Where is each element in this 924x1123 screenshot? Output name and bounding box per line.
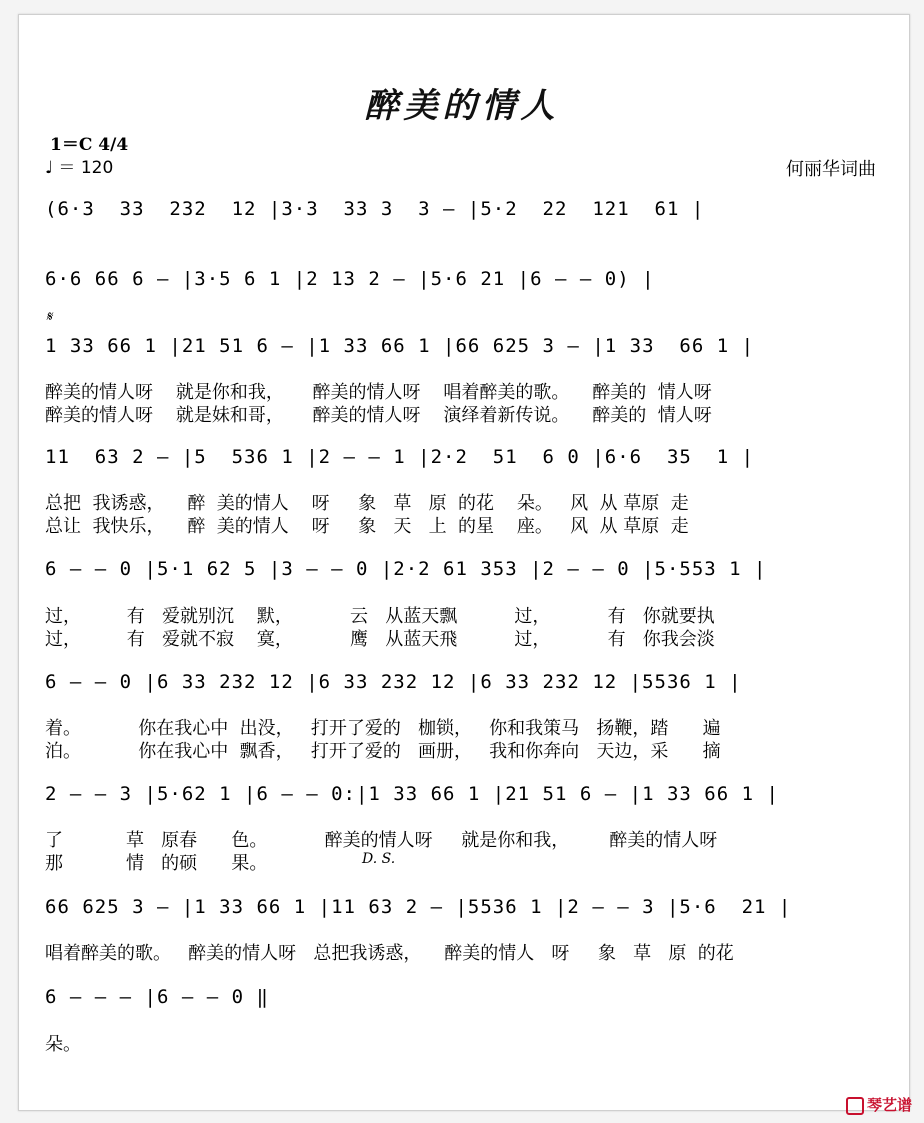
site-logo (846, 1094, 912, 1115)
lyric-line: 总让 我快乐， 醉 美的情人 呀 象 天 上 的星 座。 风 从 草原 走 (45, 516, 689, 537)
segno-sign: 𝄋 (46, 309, 53, 325)
logo-text: 琴艺谱 (866, 1096, 912, 1114)
lyric-line: 过， 有 爱就不寂 寞， 鹰 从蓝天飛 过， 有 你我会淡 (45, 629, 715, 650)
lyric-line: 了 草 原春 色。 醉美的情人呀 就是你和我， 醉美的情人呀 (45, 830, 718, 851)
lyric-line: 那 情 的硕 果。 (45, 853, 268, 874)
notation-line: 1 33 66 1 |21 51 6 — |1 33 66 1 |66 625 3 — |1 33 66 1 | (45, 335, 755, 357)
lyric-line: 醉美的情人呀 就是妹和哥， 醉美的情人呀 演绎着新传说。 醉美的 情人呀 (45, 405, 712, 426)
notation-line: 11 63 2 — |5 536 1 |2 — — 1 |2·2 51 6 0 |6·6 35 1 | (45, 446, 755, 468)
lyric-line: 朵。 (45, 1034, 81, 1055)
notation-line: 6 — — 0 |6 33 232 12 |6 33 232 12 |6 33 232 12 |5536 1 | (45, 671, 742, 693)
song-title: 醉美的情人 (364, 86, 560, 126)
notation-line: 2 — — 3 |5·62 1 |6 — — 0:|1 33 66 1 |21 51 6 — |1 33 66 1 | (45, 783, 779, 805)
notation-line: 6·6 66 6 — |3·5 6 1 |2 13 2 — |5·6 21 |6 — — 0) | (45, 268, 655, 290)
logo-icon (846, 1097, 864, 1115)
tempo-marking: ♩ ＝ 120 (45, 158, 114, 178)
lyric-line: 泊。 你在我心中 飘香， 打开了爱的 画册， 我和你奔向 天边，采 摘 (45, 741, 721, 762)
lyric-line: 着。 你在我心中 出没， 打开了爱的 枷锁， 你和我策马 扬鞭，踏 遍 (45, 718, 721, 739)
composer-credit: 何丽华词曲 (786, 159, 876, 180)
lyric-line: 过， 有 爱就别沉 默， 云 从蓝天飘 过， 有 你就要执 (45, 606, 715, 627)
notation-line: 66 625 3 — |1 33 66 1 |11 63 2 — |5536 1 |2 — — 3 |5·6 21 | (45, 896, 792, 918)
notation-line: (6·3 33 232 12 |3·3 33 3 3 — |5·2 22 121 61 | (45, 198, 705, 220)
notation-line: 6 — — 0 |5·1 62 5 |3 — — 0 |2·2 61 353 |2 — — 0 |5·553 1 | (45, 558, 767, 580)
notation-line: 6 — — — |6 — — 0 ‖ (45, 986, 269, 1008)
lyric-line: 醉美的情人呀 就是你和我， 醉美的情人呀 唱着醉美的歌。 醉美的 情人呀 (45, 382, 712, 403)
key-signature: 1＝C 4/4 (50, 135, 129, 155)
lyric-line: 唱着醉美的歌。 醉美的情人呀 总把我诱惑， 醉美的情人 呀 象 草 原 的花 (45, 943, 734, 964)
lyric-line: 总把 我诱惑， 醉 美的情人 呀 象 草 原 的花 朵。 风 从 草原 走 (45, 493, 689, 514)
dal-segno-mark: D. S. (362, 851, 396, 867)
